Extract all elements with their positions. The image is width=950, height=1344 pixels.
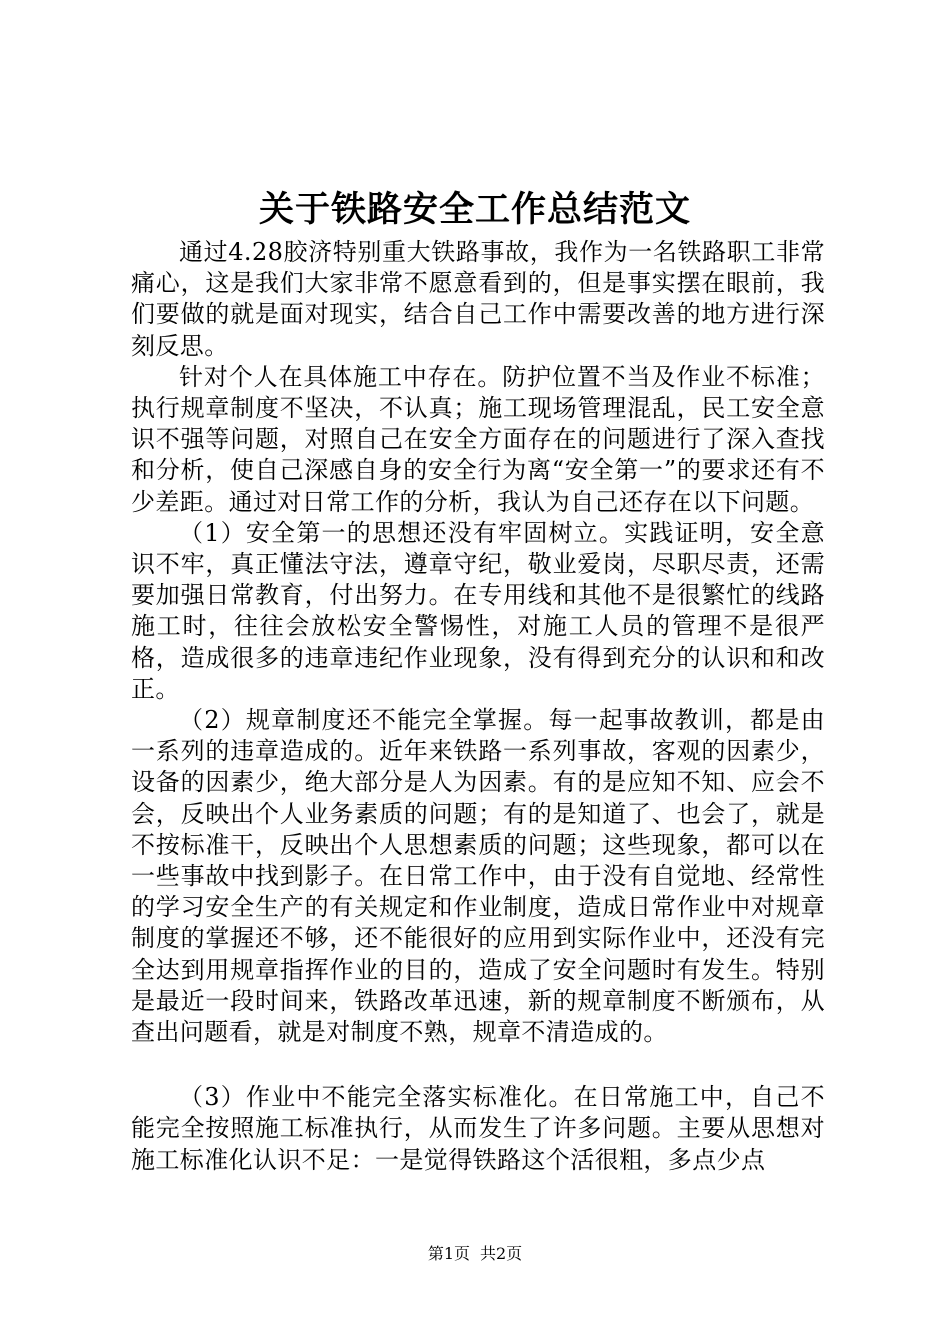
document-body [131, 237, 825, 1176]
document-title: 关于铁路安全工作总结范文 [258, 189, 691, 230]
paragraph-point-2: （2）规章制度还不能完全掌握。每一起事故教训，都是由一系列的违章造成的。近年来铁路一系列事故，客观的因素少，设备的因素少，绝大部分是人为因素。有的是应知不知、应会不会，反映出个人业务素质的问题；有的是知道了、也会了，就是不按标准干，反映出个人思想素质的问题；这些现象，都可以在一些事故中找到影子。在日常工作中，由于没有自觉地、经常性的学习安全生产的有关规定和作业制度，造成日常作业中对规章制度的掌握还不够，还不能很好的应用到实际作业中，还没有完全达到用规章指挥作业的目的，造成了安全问题时有发生。特别是最近一段时间来，铁路改革迅速，新的规章制度不断颁布，从查出问题看，就是对制度不熟，规章不清造成的。 [131, 706, 825, 1047]
paragraph-problems-overview: 针对个人在具体施工中存在。防护位置不当及作业不标准；执行规章制度不坚决，不认真；施工现场管理混乱，民工安全意识不强等问题，对照自己在安全方面存在的问题进行了深入查找和分析，使自己深感自身的安全行为离“安全第一”的要求还有不少差距。通过对日常工作的分析，我认为自己还存在以下问题。 [131, 362, 825, 516]
page-number-total: 共2页 [480, 1244, 523, 1263]
paragraph-point-3: （3）作业中不能完全落实标准化。在日常施工中，自己不能完全按照施工标准执行，从而发生了许多问题。主要从思想对施工标准化认识不足：一是觉得铁路这个活很粗，多点少点 [131, 1083, 825, 1174]
page-footer [0, 1244, 950, 1264]
paragraph-point-1: （1）安全第一的思想还没有牢固树立。实践证明，安全意识不牢，真正懂法守法，遵章守纪，敬业爱岗，尽职尽责，还需要加强日常教育，付出努力。在专用线和其他不是很繁忙的线路施工时，往往会放松安全警惕性，对施工人员的管理不是很严格，造成很多的违章违纪作业现象，没有得到充分的认识和和改正。 [131, 518, 825, 703]
page-number-current: 第1页 [427, 1244, 470, 1263]
paragraph-intro: 通过4.28胶济特别重大铁路事故，我作为一名铁路职工非常痛心，这是我们大家非常不愿意看到的，但是事实摆在眼前，我们要做的就是面对现实，结合自己工作中需要改善的地方进行深刻反思。 [131, 238, 825, 360]
